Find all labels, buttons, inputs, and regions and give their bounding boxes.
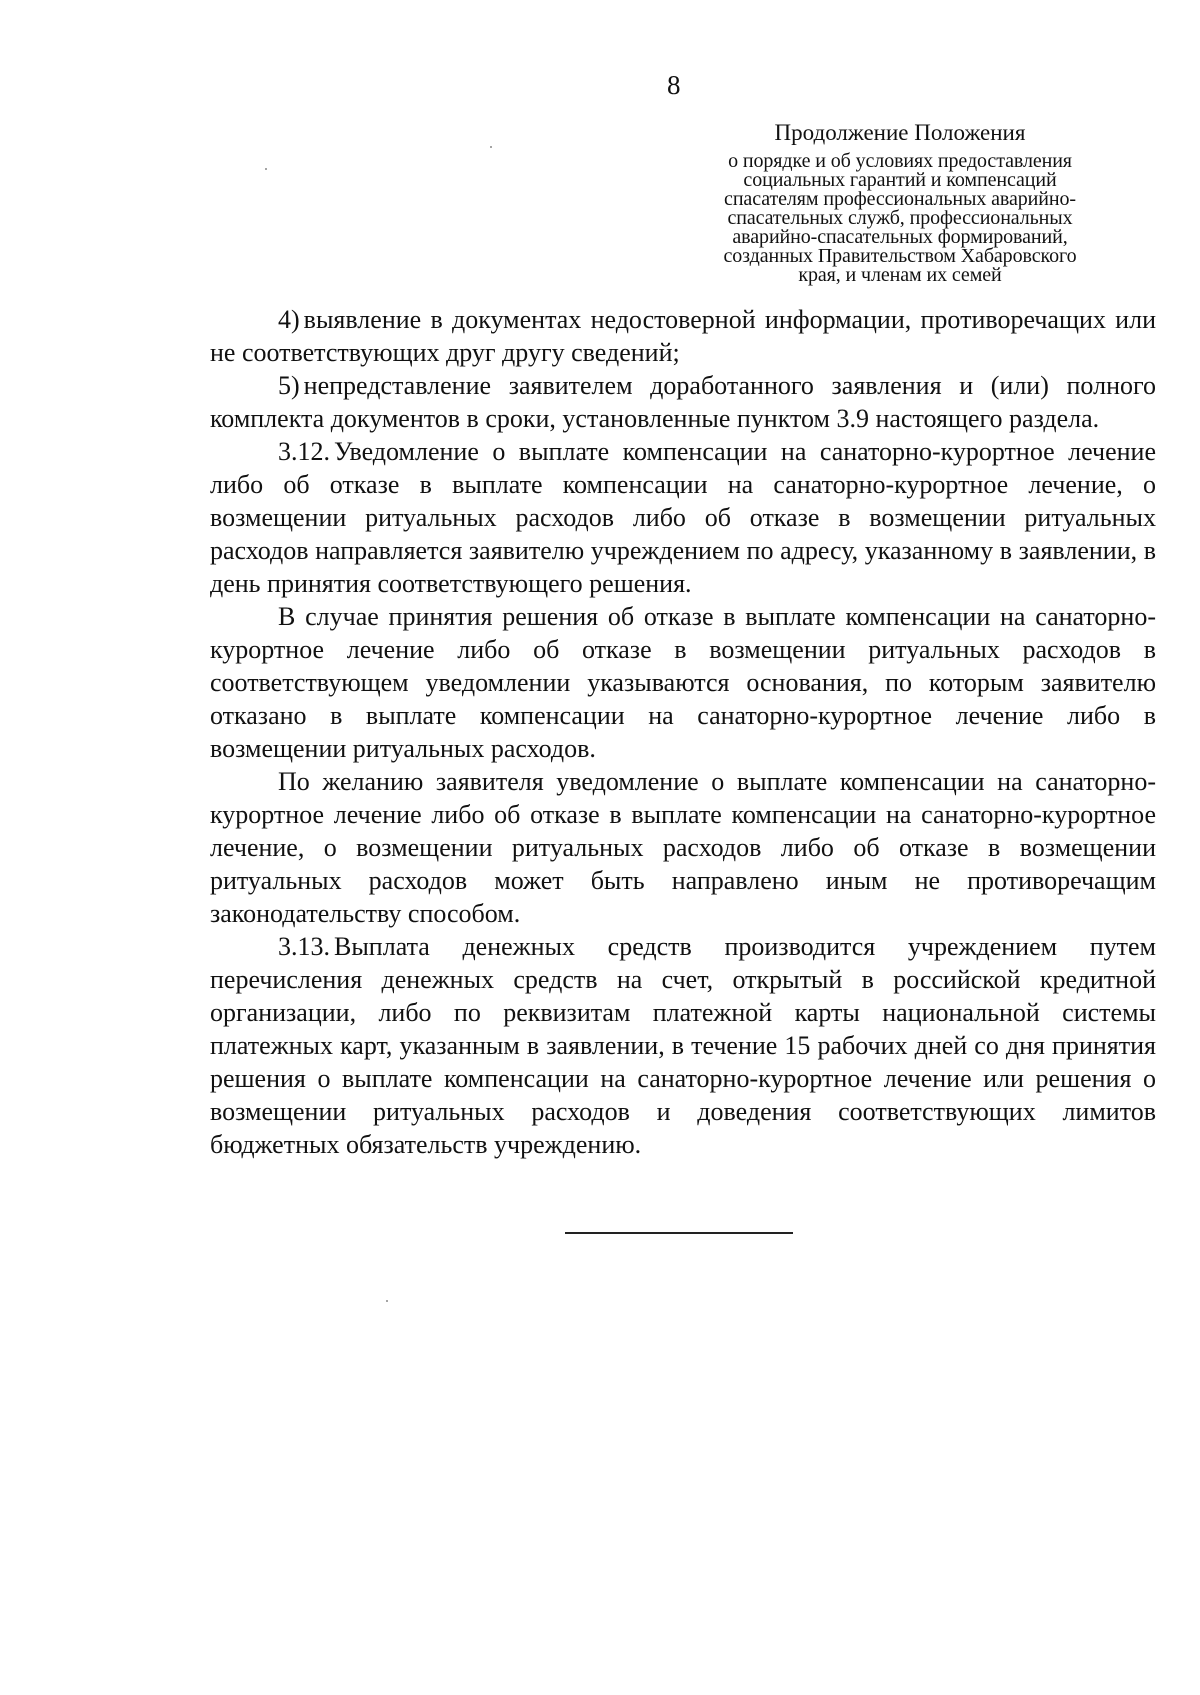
header-line: аварийно-спасательных формирований,	[732, 226, 1068, 248]
paragraph	[210, 303, 1156, 369]
paragraph-text: Выплата денежных средств производится учреждением путем перечисления денежных средств на счет, открытый в российской кредитной организации, либо по реквизитам платежной карты национальной системы платежных карт, указанным в заявлении, в течение 15 рабочих дней со дня принятия решения о выплате компенсации на санаторно-курортное лечение или решения о возмещении ритуальных расходов и доведения соответствующих лимитов бюджетных обязательств учреждению.	[210, 932, 1156, 1159]
paragraph	[210, 600, 1156, 765]
paragraph-text: По желанию заявителя уведомление о выплате компенсации на санаторно-курортное лечение либо об отказе в выплате компенсации на санаторно-курортное лечение, о возмещении ритуальных расходов либо об отказе в возмещении ритуальных расходов может быть направлено иным не противоречащим законодательству способом.	[210, 767, 1156, 928]
paragraph-text: Уведомление о выплате компенсации на санаторно-курортное лечение либо об отказе в выплате компенсации на санаторно-курортное лечение, о возмещении ритуальных расходов либо об отказе в возмещении ритуальных расходов направляется заявителю учреждением по адресу, указанному в заявлении, в день принятия соответствующего решения.	[210, 437, 1156, 598]
header-line: о порядке и об условиях предоставления	[728, 150, 1072, 172]
paragraph	[210, 435, 1156, 600]
header-line: социальных гарантий и компенсаций	[743, 169, 1057, 191]
paragraph-number: 3.12.	[278, 437, 330, 466]
paragraph-text: выявление в документах недостоверной информации, противоречащих или не соответствующих друг другу сведений;	[210, 305, 1156, 367]
document-body	[210, 303, 1156, 1161]
document-header	[700, 118, 1100, 285]
paragraph-text: непредставление заявителем доработанного заявления и (или) полного комплекта документов в сроки, установленные пунктом 3.9 настоящего раздела.	[210, 371, 1156, 433]
page-number: 8	[667, 70, 681, 100]
scan-speck	[490, 146, 492, 148]
header-subtitle	[700, 152, 1100, 285]
header-line: спасательных служб, профессиональных	[727, 207, 1073, 229]
paragraph-number: 3.13.	[278, 932, 330, 961]
paragraph	[210, 765, 1156, 930]
end-separator-line	[565, 1232, 793, 1234]
paragraph	[210, 930, 1156, 1161]
paragraph	[210, 369, 1156, 435]
header-line: созданных Правительством Хабаровского	[723, 245, 1077, 267]
header-title: Продолжение Положения	[774, 120, 1026, 145]
paragraph-text: В случае принятия решения об отказе в выплате компенсации на санаторно-курортное лечение либо об отказе в возмещении ритуальных расходов в соответствующем уведомлении указываются основания, по которым заявителю отказано в выплате компенсации на санаторно-курортное лечение либо в возмещении ритуальных расходов.	[210, 602, 1156, 763]
scan-speck	[265, 168, 267, 170]
paragraph-number: 4)	[278, 305, 300, 334]
scan-speck	[386, 1300, 388, 1302]
header-line: края, и членам их семей	[798, 264, 1002, 286]
header-line: спасателям профессиональных аварийно-	[724, 188, 1076, 210]
paragraph-number: 5)	[278, 371, 300, 400]
